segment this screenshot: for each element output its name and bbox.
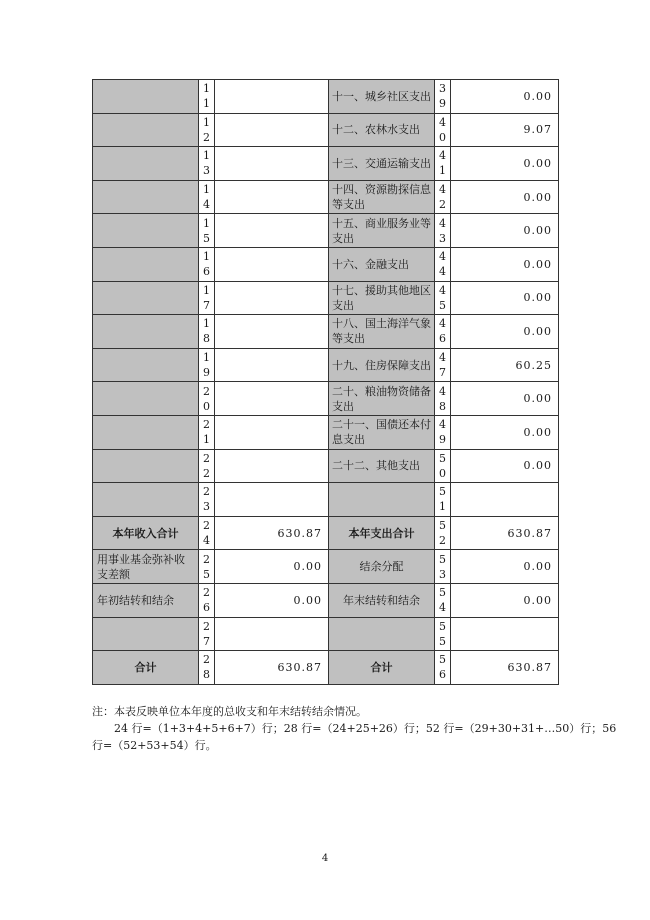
left-amount xyxy=(215,617,329,651)
right-row-number: 5 2 xyxy=(435,516,451,550)
left-item-label: 合计 xyxy=(93,651,199,685)
left-amount xyxy=(215,147,329,181)
left-item-label xyxy=(93,483,199,517)
right-item-label: 十八、国土海洋气象等支出 xyxy=(329,315,435,349)
right-amount: 0.00 xyxy=(451,315,559,349)
left-item-label xyxy=(93,80,199,114)
right-row-number: 4 2 xyxy=(435,180,451,214)
right-amount: 0.00 xyxy=(451,281,559,315)
left-item-label xyxy=(93,449,199,483)
right-item-label: 十二、农林水支出 xyxy=(329,113,435,147)
left-row-number: 1 4 xyxy=(199,180,215,214)
right-amount: 0.00 xyxy=(451,415,559,449)
left-row-number: 1 5 xyxy=(199,214,215,248)
right-item-label xyxy=(329,617,435,651)
right-amount: 0.00 xyxy=(451,214,559,248)
table-row xyxy=(93,516,559,550)
note-line-2: 24 行=（1+3+4+5+6+7）行；28 行=（24+25+26）行；52 行=（29+30+31+…50）行；56 xyxy=(114,722,617,735)
left-row-number: 2 1 xyxy=(199,415,215,449)
left-amount xyxy=(215,382,329,416)
table-row xyxy=(93,113,559,147)
left-row-number: 1 6 xyxy=(199,247,215,281)
left-row-number: 1 3 xyxy=(199,147,215,181)
left-item-label xyxy=(93,113,199,147)
income-expense-table xyxy=(92,79,559,685)
left-row-number: 2 4 xyxy=(199,516,215,550)
right-item-label: 二十一、国债还本付息支出 xyxy=(329,415,435,449)
left-row-number: 1 9 xyxy=(199,348,215,382)
left-item-label: 用事业基金弥补收支差额 xyxy=(93,550,199,584)
left-row-number: 2 8 xyxy=(199,651,215,685)
left-row-number: 2 0 xyxy=(199,382,215,416)
left-item-label xyxy=(93,281,199,315)
right-item-label: 十七、援助其他地区支出 xyxy=(329,281,435,315)
left-amount xyxy=(215,247,329,281)
right-item-label xyxy=(329,483,435,517)
right-amount: 0.00 xyxy=(451,583,559,617)
left-item-label xyxy=(93,617,199,651)
right-amount xyxy=(451,483,559,517)
left-item-label xyxy=(93,415,199,449)
right-item-label: 十九、住房保障支出 xyxy=(329,348,435,382)
right-amount: 0.00 xyxy=(451,449,559,483)
left-amount xyxy=(215,449,329,483)
left-amount xyxy=(215,80,329,114)
left-item-label xyxy=(93,382,199,416)
right-item-label: 二十二、其他支出 xyxy=(329,449,435,483)
left-row-number: 2 7 xyxy=(199,617,215,651)
right-row-number: 4 8 xyxy=(435,382,451,416)
table-row xyxy=(93,214,559,248)
right-item-label: 年末结转和结余 xyxy=(329,583,435,617)
table-row xyxy=(93,80,559,114)
table-row xyxy=(93,483,559,517)
right-amount: 0.00 xyxy=(451,550,559,584)
right-row-number: 5 5 xyxy=(435,617,451,651)
right-row-number: 4 6 xyxy=(435,315,451,349)
left-amount xyxy=(215,214,329,248)
right-row-number: 5 6 xyxy=(435,651,451,685)
right-item-label: 本年支出合计 xyxy=(329,516,435,550)
right-item-label: 二十、粮油物资储备支出 xyxy=(329,382,435,416)
note-line-1: 注：本表反映单位本年度的总收支和年末结转结余情况。 xyxy=(92,705,367,718)
left-amount xyxy=(215,180,329,214)
right-item-label: 十六、金融支出 xyxy=(329,247,435,281)
left-amount xyxy=(215,315,329,349)
right-row-number: 3 9 xyxy=(435,80,451,114)
right-item-label: 十四、资源勘探信息等支出 xyxy=(329,180,435,214)
left-amount: 630.87 xyxy=(215,651,329,685)
right-item-label: 合计 xyxy=(329,651,435,685)
left-amount xyxy=(215,281,329,315)
table-row xyxy=(93,617,559,651)
right-item-label: 十三、交通运输支出 xyxy=(329,147,435,181)
right-amount: 0.00 xyxy=(451,247,559,281)
table-notes xyxy=(92,703,617,754)
left-item-label: 本年收入合计 xyxy=(93,516,199,550)
right-amount: 0.00 xyxy=(451,180,559,214)
left-row-number: 2 3 xyxy=(199,483,215,517)
right-item-label: 结余分配 xyxy=(329,550,435,584)
right-row-number: 4 3 xyxy=(435,214,451,248)
left-item-label xyxy=(93,147,199,181)
table-row xyxy=(93,247,559,281)
left-item-label xyxy=(93,180,199,214)
left-amount xyxy=(215,348,329,382)
right-row-number: 5 0 xyxy=(435,449,451,483)
table-row xyxy=(93,180,559,214)
right-row-number: 4 9 xyxy=(435,415,451,449)
left-item-label xyxy=(93,315,199,349)
right-row-number: 4 5 xyxy=(435,281,451,315)
left-item-label: 年初结转和结余 xyxy=(93,583,199,617)
page-number: 4 xyxy=(321,853,329,864)
right-row-number: 5 4 xyxy=(435,583,451,617)
table-row xyxy=(93,651,559,685)
table-row xyxy=(93,281,559,315)
left-amount: 0.00 xyxy=(215,583,329,617)
table-row xyxy=(93,315,559,349)
right-row-number: 4 4 xyxy=(435,247,451,281)
left-row-number: 1 2 xyxy=(199,113,215,147)
left-amount: 0.00 xyxy=(215,550,329,584)
right-item-label: 十五、商业服务业等支出 xyxy=(329,214,435,248)
right-amount: 0.00 xyxy=(451,382,559,416)
table-row xyxy=(93,348,559,382)
right-item-label: 十一、城乡社区支出 xyxy=(329,80,435,114)
right-row-number: 4 7 xyxy=(435,348,451,382)
right-amount: 9.07 xyxy=(451,113,559,147)
left-item-label xyxy=(93,247,199,281)
left-amount xyxy=(215,483,329,517)
right-row-number: 5 3 xyxy=(435,550,451,584)
table-row xyxy=(93,550,559,584)
left-item-label xyxy=(93,348,199,382)
table-row xyxy=(93,415,559,449)
right-row-number: 4 0 xyxy=(435,113,451,147)
table-row xyxy=(93,583,559,617)
table-row xyxy=(93,147,559,181)
left-row-number: 2 6 xyxy=(199,583,215,617)
right-amount: 0.00 xyxy=(451,147,559,181)
table-body xyxy=(93,80,559,685)
left-amount: 630.87 xyxy=(215,516,329,550)
table-row xyxy=(93,382,559,416)
left-row-number: 1 1 xyxy=(199,80,215,114)
right-amount: 60.25 xyxy=(451,348,559,382)
right-row-number: 5 1 xyxy=(435,483,451,517)
table-row xyxy=(93,449,559,483)
right-amount xyxy=(451,617,559,651)
left-amount xyxy=(215,415,329,449)
right-row-number: 4 1 xyxy=(435,147,451,181)
right-amount: 630.87 xyxy=(451,516,559,550)
right-amount: 0.00 xyxy=(451,80,559,114)
note-line-3: 行=（52+53+54）行。 xyxy=(92,739,217,752)
right-amount: 630.87 xyxy=(451,651,559,685)
left-row-number: 2 2 xyxy=(199,449,215,483)
left-row-number: 1 8 xyxy=(199,315,215,349)
left-row-number: 1 7 xyxy=(199,281,215,315)
left-item-label xyxy=(93,214,199,248)
left-row-number: 2 5 xyxy=(199,550,215,584)
left-amount xyxy=(215,113,329,147)
